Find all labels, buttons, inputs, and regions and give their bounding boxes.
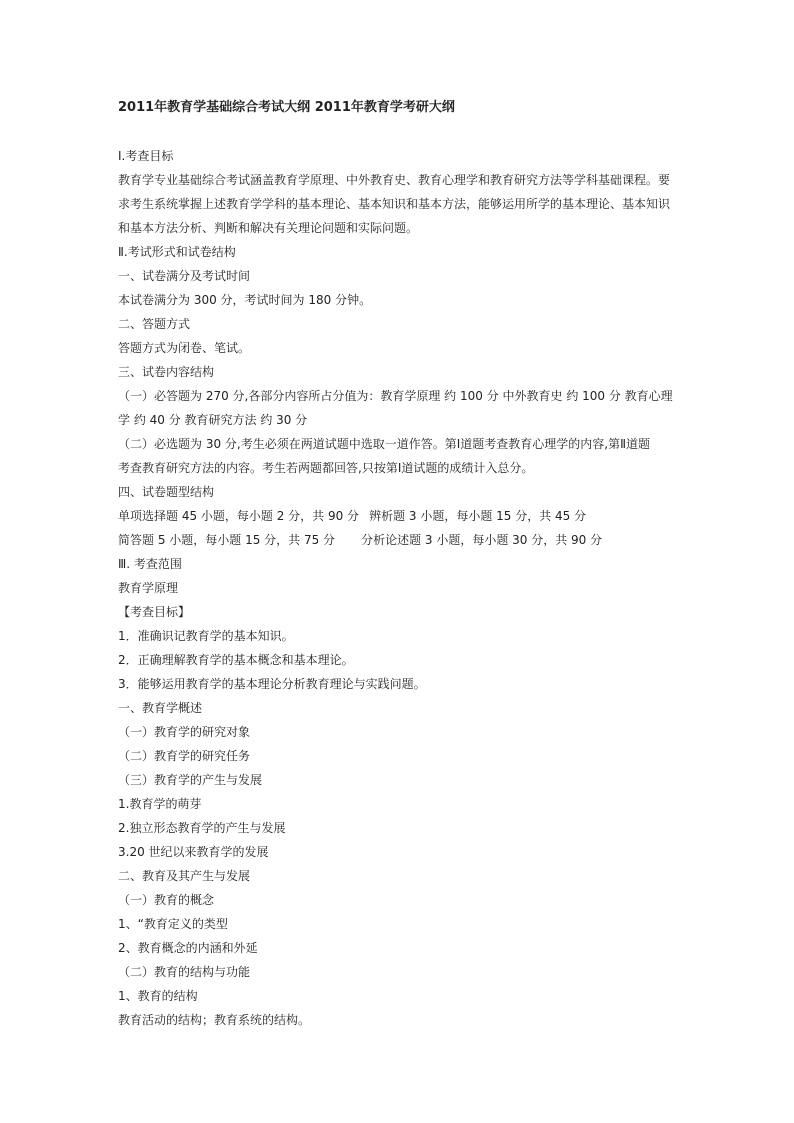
text-line: 教育学专业基础综合考试涵盖教育学原理、中外教育史、教育心理学和教育研究方法等学科基础课程。要 xyxy=(118,173,671,187)
text-line: Ⅱ.考试形式和试卷结构 xyxy=(118,245,236,259)
text-line: 1、“教育定义的类型 xyxy=(118,917,228,931)
score-row xyxy=(118,504,678,528)
text-line: 【考查目标】 xyxy=(118,605,191,619)
text-line: 一、教育学概述 xyxy=(118,701,203,715)
text-line: 答题方式为闭卷、笔试。 xyxy=(118,341,251,355)
text-line: 考查教育研究方法的内容。考生若两题都回答,只按第Ⅰ道试题的成绩计入总分。 xyxy=(118,461,534,475)
text-line: 2.独立形态教育学的产生与发展 xyxy=(118,821,286,835)
text-line: 二、教育及其产生与发展 xyxy=(118,869,251,883)
text-line: 一、试卷满分及考试时间 xyxy=(118,269,251,283)
document-page xyxy=(118,99,678,1032)
text-line: （三）教育学的产生与发展 xyxy=(118,773,263,787)
text-line: Ⅲ. 考查范围 xyxy=(118,557,182,571)
text-line: （二）教育学的研究任务 xyxy=(118,749,251,763)
text-line: 1.教育学的萌芽 xyxy=(118,797,202,811)
score-row xyxy=(118,528,678,552)
score-item: 辨析题 3 小题，每小题 15 分，共 45 分 xyxy=(369,509,587,523)
text-line: 1、教育的结构 xyxy=(118,989,198,1003)
document-body-top xyxy=(118,144,678,504)
text-line: 三、试卷内容结构 xyxy=(118,365,215,379)
text-line: （一）教育的概念 xyxy=(118,893,215,907)
text-line: （一）教育学的研究对象 xyxy=(118,725,251,739)
text-line: （二）必选题为 30 分,考生必须在两道试题中选取一道作答。第Ⅰ道题考查教育心理学的内容,第Ⅱ道题 xyxy=(118,437,650,451)
text-line: （二）教育的结构与功能 xyxy=(118,965,251,979)
text-line: 2．正确理解教育学的基本概念和基本理论。 xyxy=(118,653,354,667)
text-line: 教育学原理 xyxy=(118,581,179,595)
text-line: 学 约 40 分 教育研究方法 约 30 分 xyxy=(118,413,308,427)
text-line: （一）必答题为 270 分,各部分内容所占分值为：教育学原理 约 100 分 中外教育史 约 100 分 教育心理 xyxy=(118,389,673,403)
text-line: 本试卷满分为 300 分，考试时间为 180 分钟。 xyxy=(118,293,372,307)
score-item: 分析论述题 3 小题，每小题 30 分，共 90 分 xyxy=(361,533,603,547)
text-line: 求考生系统掌握上述教育学学科的基本理论、基本知识和基本方法，能够运用所学的基本理论、基本知识 xyxy=(118,197,671,211)
text-line: 3．能够运用教育学的基本理论分析教育理论与实践问题。 xyxy=(118,677,426,691)
text-line: 2、教育概念的内涵和外延 xyxy=(118,941,258,955)
text-line: 二、答题方式 xyxy=(118,317,191,331)
document-title: 2011年教育学基础综合考试大纲 2011年教育学考研大纲 xyxy=(118,100,455,115)
document-body-bottom xyxy=(118,552,678,1032)
text-line: Ⅰ.考查目标 xyxy=(118,149,174,163)
text-line: 3.20 世纪以来教育学的发展 xyxy=(118,845,269,859)
text-line: 四、试卷题型结构 xyxy=(118,485,215,499)
text-line: 1．准确识记教育学的基本知识。 xyxy=(118,629,294,643)
score-item: 单项选择题 45 小题，每小题 2 分，共 90 分 xyxy=(118,509,360,523)
score-item: 简答题 5 小题，每小题 15 分，共 75 分 xyxy=(118,533,336,547)
text-line: 教育活动的结构；教育系统的结构。 xyxy=(118,1013,311,1027)
text-line: 和基本方法分析、判断和解决有关理论问题和实际问题。 xyxy=(118,221,419,235)
